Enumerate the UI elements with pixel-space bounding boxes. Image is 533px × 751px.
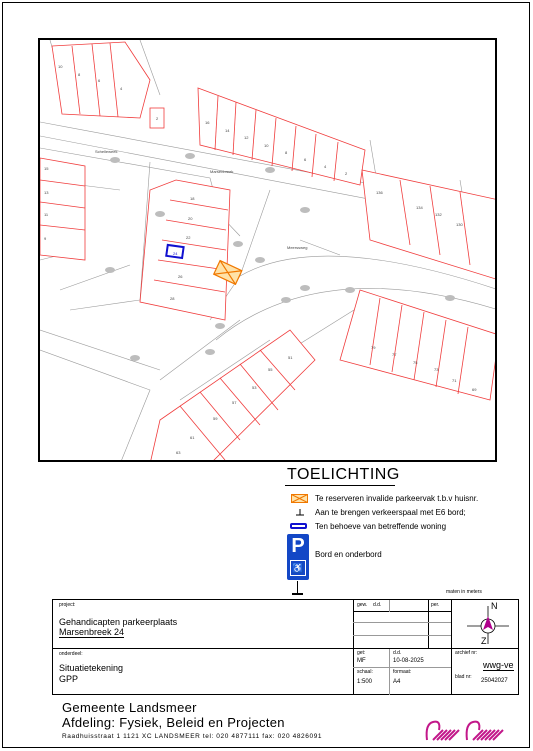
house-number: 130	[456, 222, 463, 227]
house-number: 20	[188, 216, 193, 221]
house-number: 55	[268, 367, 273, 372]
blad-value: 25042027	[481, 678, 508, 684]
house-number: 15	[44, 166, 49, 171]
house-number: 14	[225, 128, 230, 133]
north-arrow-icon	[463, 602, 513, 646]
house-number: 28	[170, 296, 175, 301]
house-number: 12	[244, 135, 249, 140]
house-number: 2	[345, 171, 348, 176]
house-number: 26	[178, 274, 183, 279]
house-number: 6	[304, 157, 307, 162]
project-caption: project:	[59, 602, 76, 608]
house-number: 9	[44, 236, 47, 241]
schaal-value: 1:500	[357, 679, 373, 685]
house-number: 77	[392, 352, 397, 357]
house-number: 2	[156, 116, 159, 121]
house-number: 132	[435, 212, 442, 217]
legend-title: TOELICHTING	[287, 466, 400, 483]
onderdeel-line-2: GPP	[59, 674, 79, 684]
house-number: 134	[416, 205, 423, 210]
street-label-3: Meerssweg	[287, 245, 308, 250]
archief-caption: archief nr:	[455, 650, 478, 656]
project-line-1: Gehandicapten parkeerplaats	[59, 617, 178, 627]
get-value: MF	[357, 658, 366, 664]
house-number: 10	[58, 64, 63, 69]
parking-sign-letter: P	[291, 535, 305, 557]
organisation-name: Gemeente Landsmeer	[62, 700, 197, 715]
sign-base	[292, 593, 303, 595]
sign-post-icon	[295, 508, 305, 517]
per-caption: per.	[431, 602, 440, 608]
house-number-highlight: 24	[173, 251, 178, 256]
house-number: 136	[376, 190, 383, 195]
title-block	[52, 599, 519, 695]
legend-title-underline	[285, 485, 395, 486]
house-number: 75	[413, 360, 418, 365]
schaal-caption: schaal:	[357, 669, 373, 675]
house-number: 6	[98, 78, 101, 83]
department-name: Afdeling: Fysiek, Beleid en Projecten	[62, 715, 285, 730]
formaat-value: A4	[393, 679, 401, 685]
wheelchair-icon: ♿	[290, 560, 306, 576]
blad-caption: blad nr:	[455, 674, 472, 680]
project-line-2: Marsenbreek 24	[59, 627, 125, 637]
house-number: 53	[252, 385, 257, 390]
get-caption: get:	[357, 650, 366, 656]
house-number: 8	[285, 150, 288, 155]
house-number: 10	[264, 143, 269, 148]
north-label: N	[491, 601, 498, 611]
street-label-2: Marsenbreek	[210, 169, 234, 174]
gew-caption: gew.	[357, 602, 368, 608]
street-label-1: Schelleweek	[95, 149, 118, 154]
house-number: 59	[213, 416, 218, 421]
house-number: 16	[205, 120, 210, 125]
south-label: Z	[481, 636, 487, 646]
house-number: 61	[190, 435, 195, 440]
house-number: 51	[288, 355, 293, 360]
onderdeel-line-1: Situatietekening	[59, 663, 124, 673]
house-number: 8	[78, 72, 81, 77]
house-number: 63	[176, 450, 181, 455]
formaat-caption: formaat:	[393, 669, 412, 675]
house-number: 13	[44, 190, 49, 195]
house-number: 71	[452, 378, 457, 383]
parking-sign-icon	[287, 534, 309, 580]
sign-label: Bord en onderbord	[315, 550, 382, 559]
dd2-value: 10-08-2025	[393, 658, 424, 664]
house-number: 79	[371, 345, 376, 350]
reserved-parking-icon	[291, 494, 308, 503]
house-number: 57	[232, 400, 237, 405]
legend	[285, 466, 525, 596]
dd-caption: d.d.	[373, 602, 382, 608]
onderdeel-caption: onderdeel:	[59, 651, 83, 657]
house-number: 4	[324, 164, 327, 169]
dd2-caption: d.d.	[393, 650, 402, 656]
address-line: Raadhuisstraat 1 1121 XC LANDSMEER tel: 020 4877111 fax: 020 4826091	[62, 733, 323, 740]
house-number: 4	[120, 86, 123, 91]
legend-label: Te reserveren invalide parkeervak t.b.v huisnr.	[315, 494, 479, 503]
house-number: 73	[434, 367, 439, 372]
legend-label: Aan te brengen verkeerspaal met E6 bord;	[315, 508, 466, 517]
municipality-logo-icon	[423, 712, 515, 744]
house-number: 11	[44, 212, 49, 217]
legend-label: Ten behoeve van betreffende woning	[315, 522, 447, 531]
situation-map	[38, 38, 497, 462]
scale-note: maten in meters	[446, 589, 482, 595]
archief-value: wwg-ve	[483, 660, 514, 670]
house-number: 69	[472, 387, 477, 392]
house-marker-icon	[290, 523, 307, 529]
house-number: 22	[186, 235, 191, 240]
house-number: 18	[190, 196, 195, 201]
map-drawing	[40, 40, 497, 462]
